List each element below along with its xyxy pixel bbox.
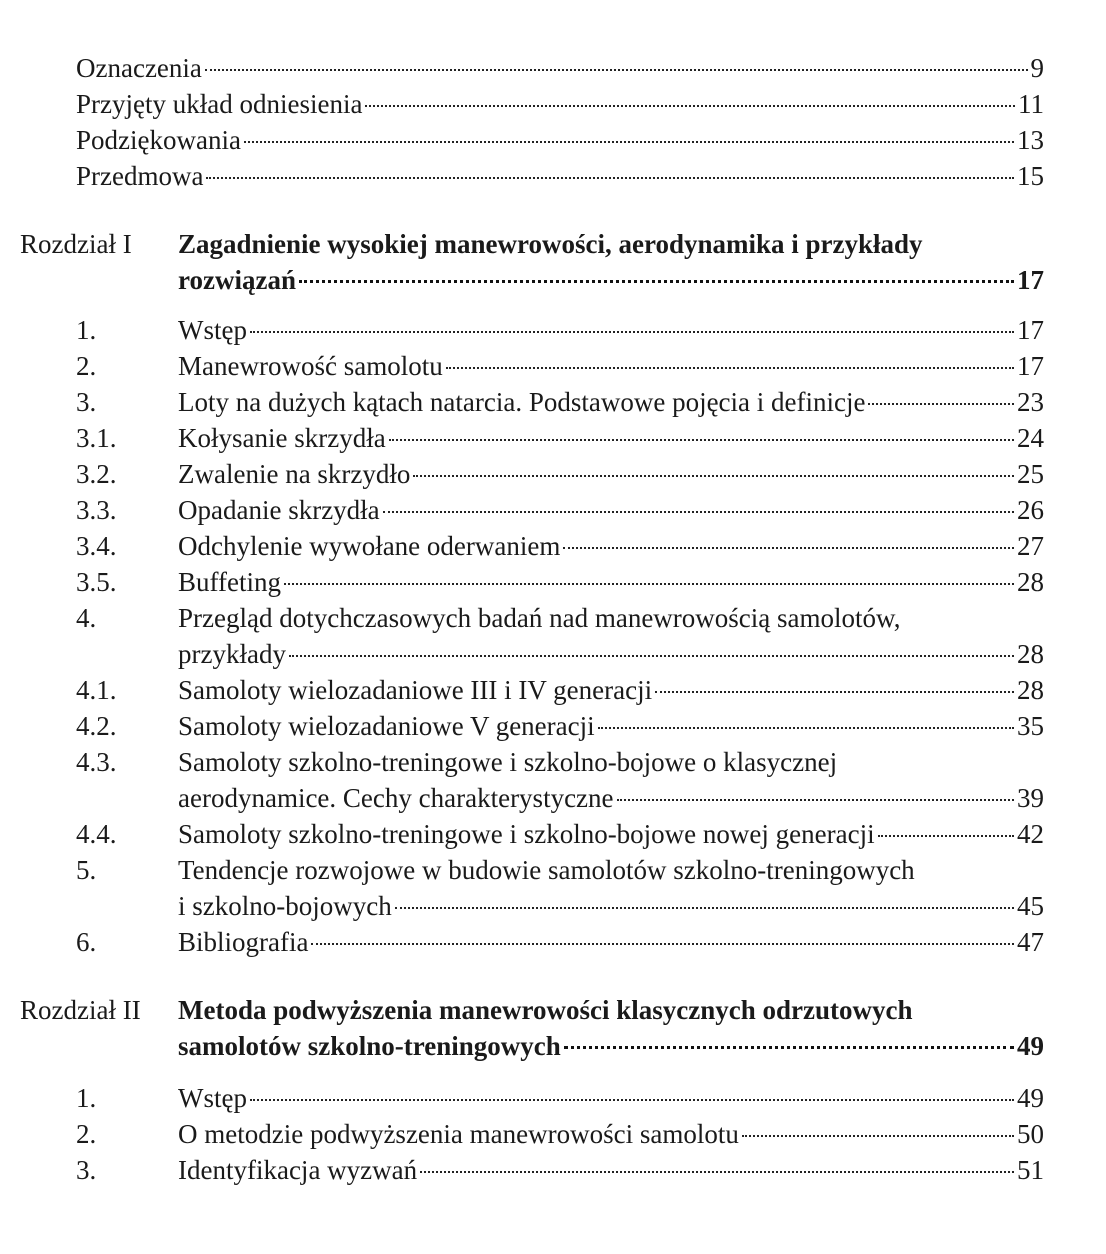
toc-entry <box>178 384 1044 420</box>
entry-number: 3.4. <box>76 531 117 561</box>
toc-entry-page: 49 <box>1017 1083 1044 1113</box>
entry-number: 3.3. <box>76 495 117 525</box>
toc-entry <box>178 1080 1044 1116</box>
toc-entry <box>178 924 1044 960</box>
dot-leader <box>250 1099 1014 1101</box>
entry-number: 2. <box>76 1119 97 1149</box>
dot-leader <box>244 141 1014 143</box>
entry-number: 3. <box>76 1155 97 1185</box>
toc-entry-page: 23 <box>1017 387 1044 417</box>
toc-entry-page: 26 <box>1017 495 1044 525</box>
toc-entry-page: 27 <box>1017 531 1044 561</box>
dot-leader <box>868 403 1014 405</box>
toc-entry-label: i szkolno-bojowych <box>178 891 392 921</box>
toc-entry-label: Samoloty wielozadaniowe III i IV generacji <box>178 675 653 705</box>
toc-entry-label: Przyjęty układ odniesienia <box>76 89 363 119</box>
toc-entry-page: 45 <box>1017 891 1044 921</box>
entry-number: 4. <box>76 603 97 633</box>
toc-entry-label: Wstęp <box>178 315 247 345</box>
toc-entry <box>178 348 1044 384</box>
chapter-2-page: 49 <box>1017 1031 1044 1061</box>
toc-entry-page: 51 <box>1017 1155 1044 1185</box>
chapter-2-title-end: samolotów szkolno-treningowych <box>178 1031 561 1061</box>
toc-entry-label-line1: Przegląd dotychczasowych badań nad manewrowością samolotów, <box>178 603 901 633</box>
toc-entry-label-line1: Tendencje rozwojowe w budowie samolotów szkolno-treningowych <box>178 855 915 885</box>
toc-entry-page: 15 <box>1017 161 1044 191</box>
toc-entry-page: 17 <box>1017 315 1044 345</box>
dot-leader <box>617 799 1014 801</box>
dot-leader <box>655 691 1014 693</box>
chapter-2-title-line1: Metoda podwyższenia manewrowości klasycznych odrzutowych <box>178 995 913 1025</box>
toc-entry <box>178 528 1044 564</box>
toc-entry <box>178 636 1044 672</box>
entry-number: 1. <box>76 1083 97 1113</box>
dot-leader <box>205 69 1028 71</box>
chapter-1-prefix: Rozdział I <box>20 229 132 259</box>
entry-number: 3.2. <box>76 459 117 489</box>
toc-entry-page: 50 <box>1017 1119 1044 1149</box>
entry-number: 4.4. <box>76 819 117 849</box>
dot-leader <box>598 727 1014 729</box>
toc-entry-uklad <box>76 86 1044 122</box>
toc-entry <box>178 1116 1044 1152</box>
toc-entry-label: Zwalenie na skrzydło <box>178 459 411 489</box>
toc-entry <box>178 672 1044 708</box>
toc-entry-page: 39 <box>1017 783 1044 813</box>
entry-number: 4.2. <box>76 711 117 741</box>
dot-leader <box>289 655 1014 657</box>
entry-number: 1. <box>76 315 97 345</box>
dot-leader <box>389 439 1014 441</box>
toc-entry-label: Przedmowa <box>76 161 204 191</box>
toc-entry-oznaczenia <box>76 50 1044 86</box>
dot-leader <box>395 907 1014 909</box>
toc-entry-label: O metodzie podwyższenia manewrowości samolotu <box>178 1119 739 1149</box>
dot-leader <box>878 835 1014 837</box>
toc-entry-page: 24 <box>1017 423 1044 453</box>
dot-leader <box>365 105 1015 107</box>
toc-entry-label: aerodynamice. Cechy charakterystyczne <box>178 783 614 813</box>
dot-leader <box>564 1046 1014 1049</box>
dot-leader <box>284 583 1014 585</box>
toc-entry <box>178 780 1044 816</box>
entry-number: 4.3. <box>76 747 117 777</box>
toc-entry-page: 35 <box>1017 711 1044 741</box>
toc-entry-page: 9 <box>1030 53 1044 83</box>
dot-leader <box>446 367 1014 369</box>
dot-leader <box>250 331 1014 333</box>
toc-entry-page: 11 <box>1018 89 1044 119</box>
chapter-2-prefix: Rozdział II <box>20 995 141 1025</box>
toc-entry-page: 28 <box>1017 567 1044 597</box>
toc-entry-label: Wstęp <box>178 1083 247 1113</box>
toc-entry <box>178 312 1044 348</box>
toc-entry-przedmowa <box>76 158 1044 194</box>
dot-leader <box>311 943 1014 945</box>
toc-entry-label: Oznaczenia <box>76 53 202 83</box>
toc-entry <box>178 492 1044 528</box>
entry-number: 6. <box>76 927 97 957</box>
toc-entry-label: Identyfikacja wyzwań <box>178 1155 418 1185</box>
toc-entry-label: Samoloty szkolno-treningowe i szkolno-bojowe nowej generacji <box>178 819 875 849</box>
dot-leader <box>420 1171 1014 1173</box>
toc-entry-page: 28 <box>1017 675 1044 705</box>
entry-number: 4.1. <box>76 675 117 705</box>
toc-entry-label: Odchylenie wywołane oderwaniem <box>178 531 561 561</box>
toc-entry <box>178 1152 1044 1188</box>
toc-entry-page: 25 <box>1017 459 1044 489</box>
toc-entry-podziekowania <box>76 122 1044 158</box>
chapter-1-page: 17 <box>1017 265 1044 295</box>
toc-entry <box>178 888 1044 924</box>
toc-entry-page: 42 <box>1017 819 1044 849</box>
dot-leader <box>206 177 1014 179</box>
dot-leader <box>413 475 1014 477</box>
toc-entry-label: Bibliografia <box>178 927 309 957</box>
toc-entry-label: Podziękowania <box>76 125 241 155</box>
entry-number: 3.5. <box>76 567 117 597</box>
entry-number: 5. <box>76 855 97 885</box>
toc-entry <box>178 456 1044 492</box>
toc-entry-label: przykłady <box>178 639 286 669</box>
chapter-1-title-line2 <box>178 262 1044 298</box>
chapter-2-title-line2 <box>178 1028 1044 1064</box>
dot-leader <box>742 1135 1014 1137</box>
dot-leader <box>563 547 1014 549</box>
chapter-1-title-end: rozwiązań <box>178 265 296 295</box>
toc-entry <box>178 564 1044 600</box>
toc-entry <box>178 708 1044 744</box>
toc-entry-label: Manewrowość samolotu <box>178 351 443 381</box>
toc-entry <box>178 816 1044 852</box>
toc-entry-label: Loty na dużych kątach natarcia. Podstawowe pojęcia i definicje <box>178 387 866 417</box>
toc-entry-page: 13 <box>1017 125 1044 155</box>
toc-entry-page: 47 <box>1017 927 1044 957</box>
toc-entry-label: Kołysanie skrzydła <box>178 423 386 453</box>
toc-entry <box>178 420 1044 456</box>
toc-entry-page: 17 <box>1017 351 1044 381</box>
dot-leader <box>299 280 1014 283</box>
chapter-1-title-line1: Zagadnienie wysokiej manewrowości, aerodynamika i przykłady <box>178 229 923 259</box>
dot-leader <box>383 511 1014 513</box>
toc-entry-page: 28 <box>1017 639 1044 669</box>
entry-number: 2. <box>76 351 97 381</box>
toc-entry-label-line1: Samoloty szkolno-treningowe i szkolno-bojowe o klasycznej <box>178 747 838 777</box>
entry-number: 3.1. <box>76 423 117 453</box>
entry-number: 3. <box>76 387 97 417</box>
toc-entry-label: Buffeting <box>178 567 281 597</box>
toc-entry-label: Opadanie skrzydła <box>178 495 380 525</box>
toc-entry-label: Samoloty wielozadaniowe V generacji <box>178 711 595 741</box>
